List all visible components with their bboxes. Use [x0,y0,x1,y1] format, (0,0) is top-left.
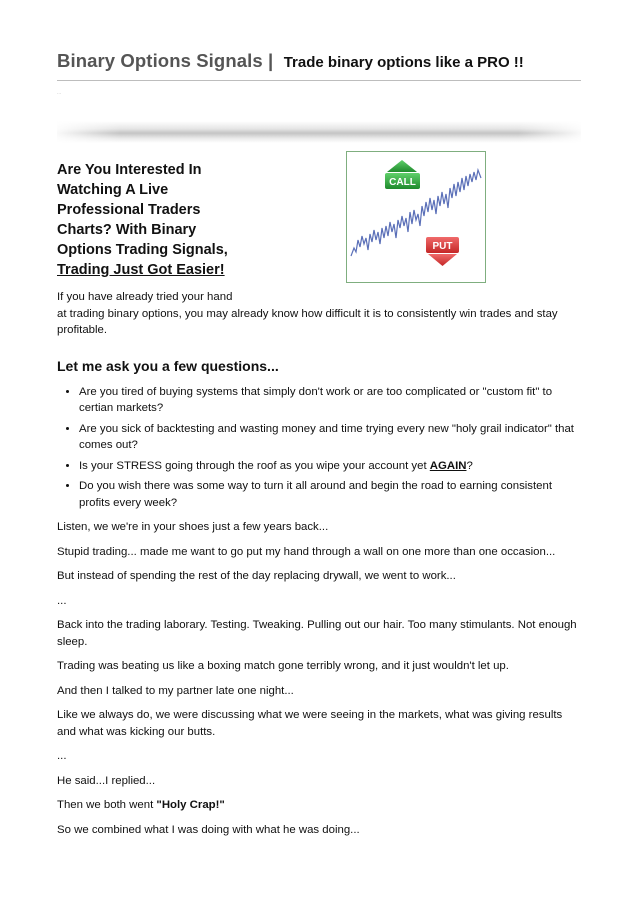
paragraph: So we combined what I was doing with what he was doing... [57,823,360,836]
put-label: PUT [432,241,453,252]
price-chart-icon [347,152,485,282]
list-item: • Are you sick of backtesting and wasting money and time trying every new "holy grail indicator" that comes out? [79,421,577,454]
call-arrow-icon [387,160,417,172]
put-arrow-icon [428,254,457,266]
site-tagline: Trade binary options like a PRO !! [283,54,524,71]
call-label: CALL [389,177,416,188]
intro-line-1: If you have already tried your hand [57,291,233,303]
site-title[interactable]: Binary Options Signals | [57,50,274,71]
paragraph: He said...I replied... [57,774,156,787]
holy-crap-quote: "Holy Crap!" [156,799,225,811]
paragraph: Listen, we we're in your shoes just a few years back... [57,521,329,533]
paragraph: Back into the trading laborary. Testing. Tweaking. Pulling out our hair. Too many stimulants. Not enough sleep. [57,619,577,648]
stress-end: ? [466,459,473,472]
header-subnote: ... [57,90,62,96]
intro-paragraph [57,289,577,339]
headline-underlined-line: Trading Just Got Easier! [57,262,225,278]
questions-heading: Let me ask you a few questions... [57,357,279,374]
paragraph [57,797,577,814]
headline-line: Watching A Live [57,182,169,198]
headline-line: Are You Interested In [57,162,202,178]
paragraph: ... [57,594,67,607]
intro-line-2: at trading binary options, you may already know how difficult it is to consistently win trades and stay profitable. [57,307,558,336]
paragraph: Trading was beating us like a boxing match gone terribly wrong, and it just wouldn't let up. [57,660,509,672]
headline [57,160,317,280]
list-item: • Are you tired of buying systems that simply don't work or are too complicated or "custom fit" to certian markets? [79,384,577,417]
headline-line: Charts? With Binary [57,222,197,238]
headline-line: Professional Traders [57,202,201,218]
binary-options-chart-image [346,151,486,283]
paragraph: And then I talked to my partner late one night... [57,684,294,697]
list-item [79,458,577,475]
again-emphasis: AGAIN [429,459,467,472]
list-item: • Do you wish there was some way to turn it all around and begin the road to earning consistent profits every week? [79,478,577,511]
headline-line: Options Trading Signals, [57,242,228,258]
stress-text: Is your STRESS going through the roof as you wipe your account yet [79,459,427,472]
paragraph: ... [57,750,67,762]
article-body [57,289,577,846]
paragraph: Like we always do, we were discussing what we were seeing in the markets, what was giving results and what was kicking our butts. [57,709,563,738]
paragraph: But instead of spending the rest of the day replacing drywall, we went to work... [57,570,456,582]
questions-list [57,384,577,512]
holy-crap-lead: Then we both went [57,799,154,811]
page-header [57,50,581,81]
paragraph: Stupid trading... made me want to go put my hand through a wall on one more than one occasion... [57,545,556,558]
header-divider [57,121,581,143]
